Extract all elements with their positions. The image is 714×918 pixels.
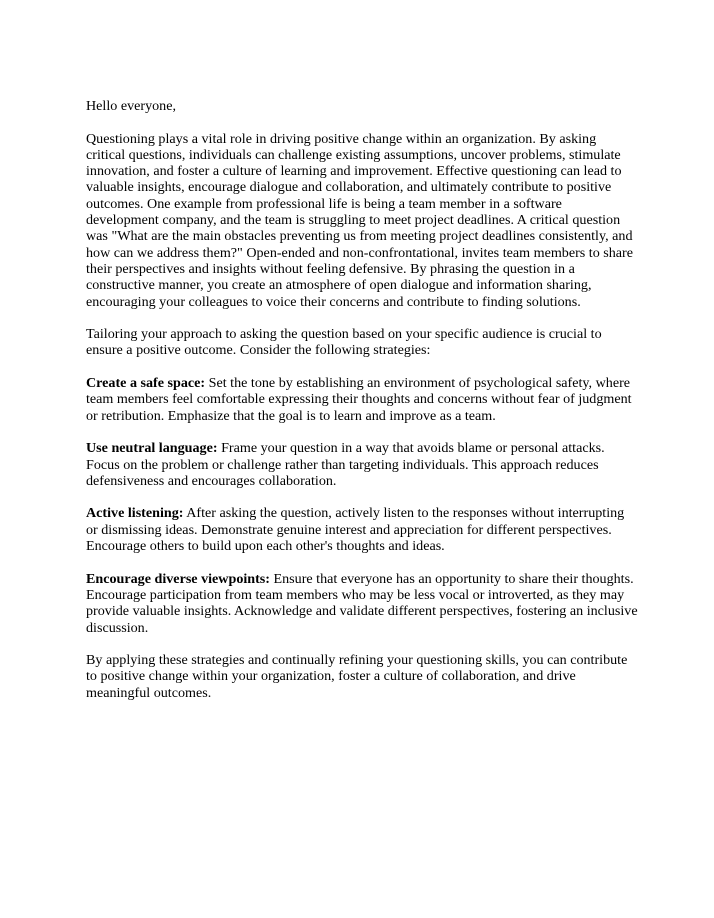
strategy-paragraph-diverse-viewpoints [86,571,638,636]
strategies-intro-paragraph: Tailoring your approach to asking the question based on your specific audience is crucial to ensure a positive outcome. Consider the following strategies: [86,326,602,359]
document-body [86,98,638,717]
strategy-title: Active listening: [86,505,184,522]
conclusion-paragraph: By applying these strategies and continually refining your questioning skills, you can contribute to positive change within your organization, foster a culture of collaboration, and drive meaningful outcomes. [86,652,628,701]
strategy-text: Set the tone by establishing an environment of psychological safety, where team members feel comfortable expressing their thoughts and concerns without fear of judgment or retribution. Emphasize that the goal is to learn and improve as a team. [86,375,632,424]
strategy-title: Use neutral language: [86,440,218,457]
strategy-text: Frame your question in a way that avoids blame or personal attacks. Focus on the problem or challenge rather than targeting individuals. This approach reduces defensiveness and encourages collaboration. [86,440,605,489]
strategy-paragraph-active-listening [86,505,638,554]
strategy-text: Ensure that everyone has an opportunity to share their thoughts. Encourage participation from team members who may be less vocal or introverted, as they may provide valuable insights. Acknowledge and validate different perspectives, fostering an inclusive discussion. [86,570,638,636]
greeting: Hello everyone, [86,98,177,114]
strategy-title: Create a safe space: [86,375,206,392]
strategy-paragraph-safe-space [86,375,638,424]
intro-paragraph: Questioning plays a vital role in driving positive change within an organization. By asking critical questions, individuals can challenge existing assumptions, uncover problems, stimulate innovation, and foster a culture of learning and improvement. Effective questioning can lead to valuable insights, encourage dialogue and collaboration, and ultimately contribute to positive outcomes. One example from professional life is being a team member in a software development company, and the team is struggling to meet project deadlines. A critical question was "What are the main obstacles preventing us from meeting project deadlines consistently, and how can we address them?" Open-ended and non-confrontational, invites team members to share their perspectives and insights without feeling defensive. By phrasing the question in a constructive manner, you create an atmosphere of open dialogue and information sharing, encouraging your colleagues to voice their concerns and contribute to finding solutions. [86,130,634,310]
strategy-text: After asking the question, actively listen to the responses without interrupting or dismissing ideas. Demonstrate genuine interest and appreciation for different perspectives. Encourage others to build upon each other's thoughts and ideas. [86,505,625,555]
strategy-title: Encourage diverse viewpoints: [86,570,270,587]
strategy-paragraph-neutral-language [86,440,638,489]
